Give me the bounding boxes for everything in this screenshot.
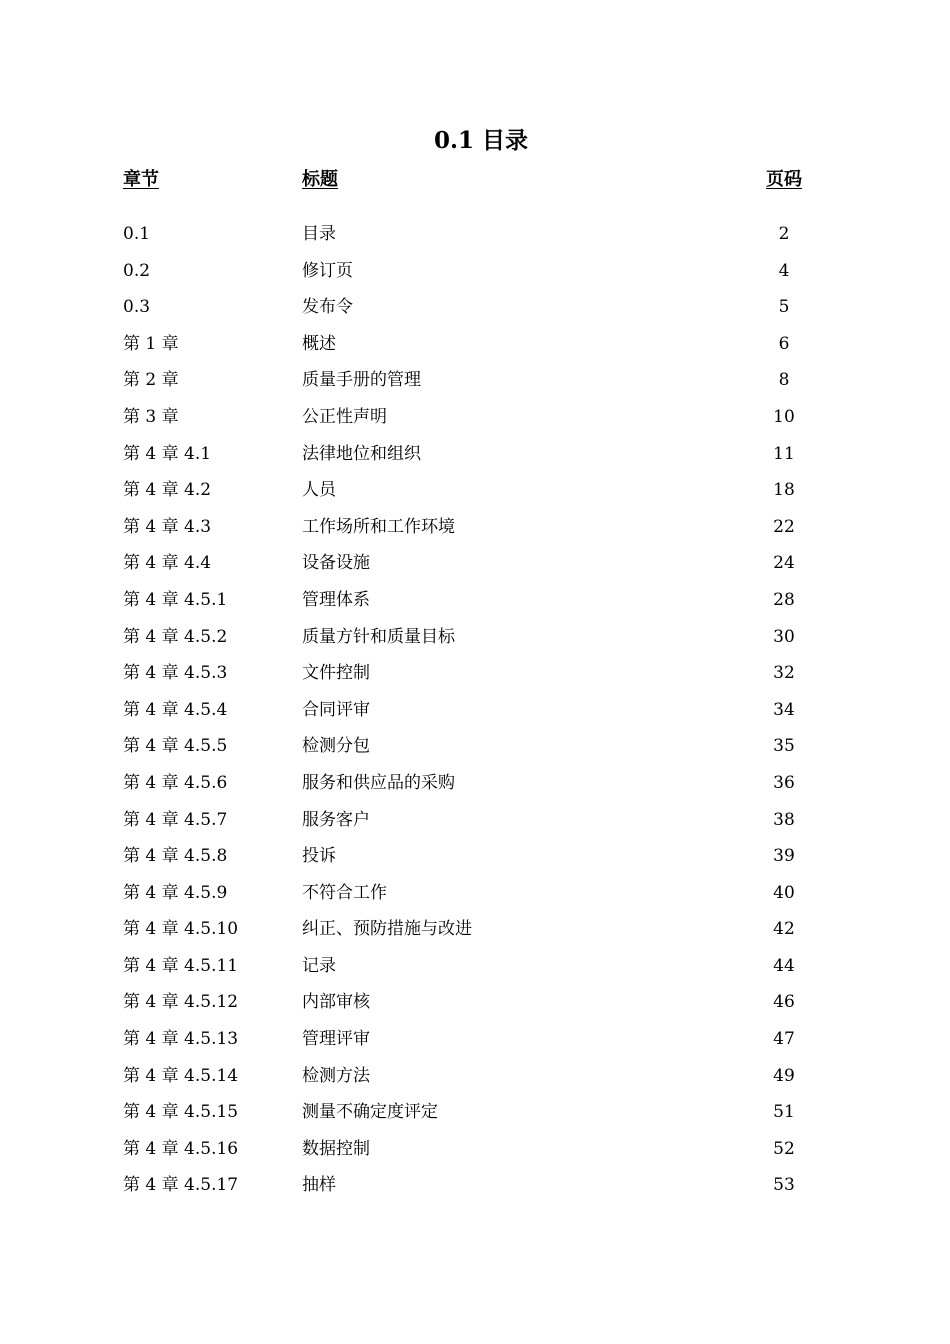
toc-title: 服务客户	[302, 809, 370, 830]
toc-page-number: 28	[773, 589, 795, 610]
toc-title: 质量手册的管理	[302, 370, 421, 391]
toc-page-number: 32	[773, 663, 795, 684]
toc-header-row	[0, 166, 950, 194]
toc-row	[0, 986, 950, 1023]
header-chapter: 章节	[123, 169, 159, 190]
toc-title: 记录	[302, 955, 336, 976]
toc-title: 文件控制	[302, 663, 370, 684]
toc-chapter: 第 4 章 4.5.2	[123, 626, 228, 647]
toc-title: 测量不确定度评定	[302, 1102, 438, 1123]
toc-page-number: 5	[778, 297, 790, 318]
toc-row	[0, 255, 950, 292]
toc-page-number: 44	[773, 955, 795, 976]
toc-page-number: 11	[773, 443, 795, 464]
toc-title: 合同评审	[302, 699, 370, 720]
toc-page-number: 49	[773, 1065, 795, 1086]
toc-page-number: 30	[773, 626, 795, 647]
toc-chapter: 0.3	[123, 297, 151, 318]
toc-title: 内部审核	[302, 992, 370, 1013]
toc-row	[0, 804, 950, 841]
toc-chapter: 第 4 章 4.5.16	[123, 1138, 239, 1159]
toc-page-number: 51	[773, 1102, 795, 1123]
toc-row	[0, 694, 950, 731]
toc-row	[0, 438, 950, 475]
toc-page-number: 35	[773, 736, 795, 757]
toc-row	[0, 291, 950, 328]
toc-row	[0, 657, 950, 694]
toc-chapter: 第 4 章 4.5.17	[123, 1175, 239, 1196]
toc-page-number: 40	[773, 882, 795, 903]
toc-list	[0, 218, 950, 1206]
toc-chapter: 第 4 章 4.5.9	[123, 882, 228, 903]
toc-chapter: 第 4 章 4.5.6	[123, 772, 228, 793]
toc-title: 概述	[302, 333, 336, 354]
toc-title: 设备设施	[302, 553, 370, 574]
page-title: 0.1 目录	[433, 127, 529, 154]
toc-chapter: 第 1 章	[123, 333, 179, 354]
toc-chapter: 第 4 章 4.5.4	[123, 699, 228, 720]
toc-chapter: 第 2 章	[123, 370, 179, 391]
toc-row	[0, 511, 950, 548]
toc-page-number: 53	[773, 1175, 795, 1196]
toc-title: 纠正、预防措施与改进	[302, 919, 472, 940]
toc-page-number: 2	[778, 224, 790, 244]
toc-page-number: 38	[773, 809, 795, 830]
toc-page-number: 34	[773, 699, 795, 720]
toc-row	[0, 474, 950, 511]
toc-title: 目录	[302, 224, 336, 244]
toc-row	[0, 1133, 950, 1170]
toc-title: 服务和供应品的采购	[302, 772, 455, 793]
toc-row	[0, 547, 950, 584]
toc-row	[0, 840, 950, 877]
toc-title: 检测分包	[302, 736, 370, 757]
toc-page-number: 22	[773, 516, 795, 537]
toc-chapter: 第 4 章 4.2	[123, 480, 212, 501]
toc-page-number: 8	[778, 370, 790, 391]
toc-chapter: 第 4 章 4.5.12	[123, 992, 239, 1013]
toc-row	[0, 950, 950, 987]
toc-row	[0, 401, 950, 438]
toc-title: 管理体系	[302, 589, 370, 610]
toc-chapter: 第 4 章 4.5.5	[123, 736, 228, 757]
toc-chapter: 第 4 章 4.5.8	[123, 846, 228, 867]
toc-page-number: 47	[773, 1029, 795, 1050]
toc-title: 管理评审	[302, 1029, 370, 1050]
toc-chapter: 第 4 章 4.5.10	[123, 919, 239, 940]
toc-page-number: 4	[778, 260, 790, 281]
toc-chapter: 第 4 章 4.5.13	[123, 1029, 239, 1050]
toc-page-number: 24	[773, 553, 795, 574]
toc-row	[0, 1060, 950, 1097]
toc-title: 检测方法	[302, 1065, 370, 1086]
toc-title: 抽样	[302, 1175, 336, 1196]
toc-title: 发布令	[302, 297, 353, 318]
toc-title: 不符合工作	[302, 882, 387, 903]
toc-chapter: 第 4 章 4.5.14	[123, 1065, 239, 1086]
toc-page-number: 52	[773, 1138, 795, 1159]
toc-row	[0, 218, 950, 255]
toc-chapter: 0.1	[123, 224, 151, 244]
toc-page-number: 46	[773, 992, 795, 1013]
toc-chapter: 第 4 章 4.5.3	[123, 663, 228, 684]
header-title: 标题	[302, 169, 338, 190]
toc-row	[0, 767, 950, 804]
toc-title: 公正性声明	[302, 406, 387, 427]
toc-chapter: 第 4 章 4.3	[123, 516, 212, 537]
toc-chapter: 第 4 章 4.4	[123, 553, 212, 574]
toc-page-number: 10	[773, 406, 795, 427]
header-page: 页码	[766, 169, 802, 190]
toc-title: 人员	[302, 480, 336, 501]
toc-page-number: 42	[773, 919, 795, 940]
toc-row	[0, 328, 950, 365]
toc-row	[0, 730, 950, 767]
toc-page-number: 39	[773, 846, 795, 867]
toc-chapter: 0.2	[123, 260, 151, 281]
toc-chapter: 第 4 章 4.1	[123, 443, 212, 464]
toc-row	[0, 364, 950, 401]
toc-title: 数据控制	[302, 1138, 370, 1159]
toc-title: 质量方针和质量目标	[302, 626, 455, 647]
toc-row	[0, 584, 950, 621]
toc-page-number: 36	[773, 772, 795, 793]
toc-chapter: 第 4 章 4.5.15	[123, 1102, 239, 1123]
toc-title: 修订页	[302, 260, 353, 281]
toc-page-number: 18	[773, 480, 795, 501]
toc-chapter: 第 3 章	[123, 406, 179, 427]
toc-chapter: 第 4 章 4.5.1	[123, 589, 228, 610]
toc-title: 工作场所和工作环境	[302, 516, 455, 537]
toc-chapter: 第 4 章 4.5.11	[123, 955, 239, 976]
toc-title: 投诉	[302, 846, 336, 867]
toc-row	[0, 877, 950, 914]
toc-row	[0, 621, 950, 658]
toc-row	[0, 1096, 950, 1133]
toc-chapter: 第 4 章 4.5.7	[123, 809, 228, 830]
toc-row	[0, 1169, 950, 1206]
toc-title: 法律地位和组织	[302, 443, 421, 464]
toc-row	[0, 913, 950, 950]
toc-page-number: 6	[778, 333, 790, 354]
toc-row	[0, 1023, 950, 1060]
